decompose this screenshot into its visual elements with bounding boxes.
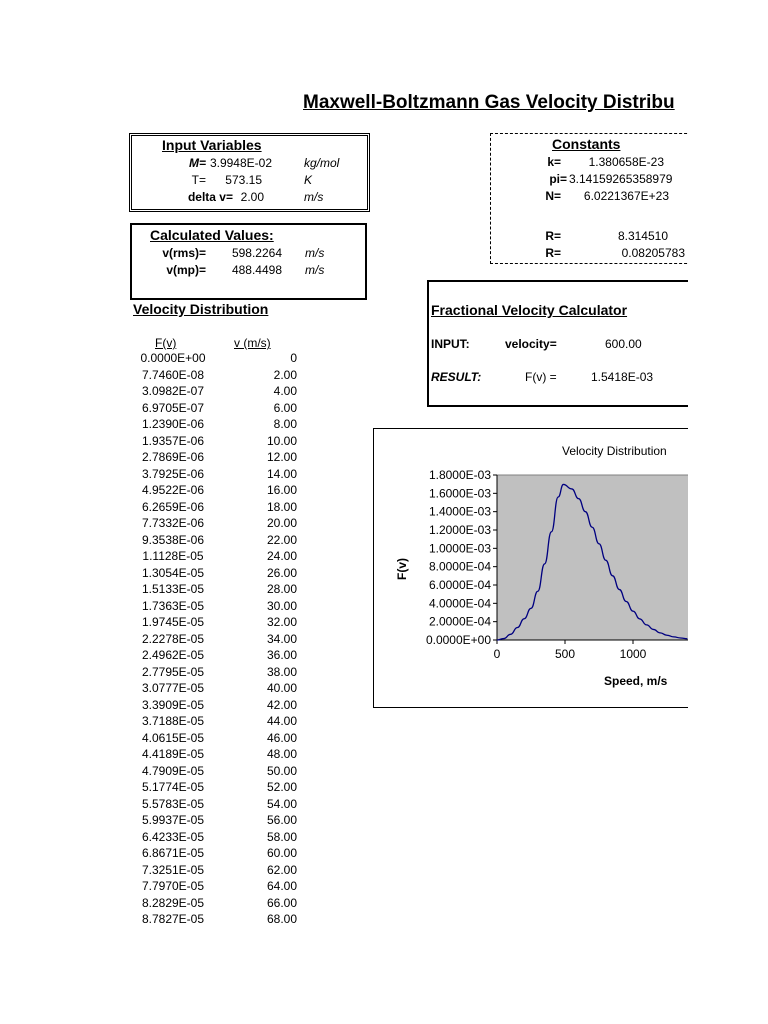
table-row	[130, 434, 305, 450]
calculated-values-box	[130, 223, 367, 300]
calc-vmp-value: 488.4498	[231, 263, 282, 277]
y-tick-label: 1.6000E-03	[428, 486, 491, 501]
table-row	[130, 747, 305, 763]
table-row	[130, 417, 305, 433]
velocity-table	[130, 351, 305, 941]
fv-cell: 1.1128E-05	[142, 549, 204, 563]
chart-svg	[374, 429, 688, 707]
fv-cell: 2.7869E-06	[141, 450, 205, 464]
const-n-value: 6.0221367E+23	[583, 189, 669, 203]
fv-cell: 1.9357E-06	[141, 433, 205, 448]
fv-cell: 6.9705E-07	[141, 400, 205, 415]
v-cell: 68.00	[266, 912, 297, 926]
table-row	[130, 698, 305, 714]
v-cell: 14.00	[266, 466, 297, 481]
y-tick-label: 1.0000E-03	[428, 541, 491, 556]
fv-cell: 6.8671E-05	[141, 846, 205, 860]
v-cell: 42.00	[266, 697, 297, 712]
fv-cell: 7.7460E-08	[141, 367, 205, 382]
v-cell: 8.00	[273, 417, 297, 431]
v-cell: 34.00	[266, 631, 297, 646]
v-cell: 26.00	[266, 565, 297, 580]
table-row	[130, 648, 305, 664]
frac-fv-label: F(v) =	[525, 370, 557, 384]
fv-cell: 2.2278E-05	[141, 631, 205, 646]
fv-cell: 0.0000E+00	[140, 351, 206, 365]
y-axis-label: F(v)	[395, 558, 409, 580]
frac-input-label: INPUT:	[431, 337, 470, 351]
v-cell: 44.00	[266, 714, 297, 728]
table-row	[130, 368, 305, 384]
table-row	[130, 896, 305, 912]
x-tick-label: 0	[493, 647, 501, 661]
fv-cell: 7.3251E-05	[141, 862, 205, 877]
v-cell: 48.00	[266, 747, 297, 761]
velocity-chart	[373, 428, 688, 708]
v-cell: 62.00	[266, 862, 297, 877]
v-cell: 60.00	[266, 846, 297, 860]
table-row	[130, 813, 305, 829]
v-cell: 38.00	[266, 664, 297, 679]
calc-vrms-unit: m/s	[305, 246, 325, 260]
x-axis-label: Speed, m/s	[604, 674, 668, 688]
fv-cell: 5.5783E-05	[141, 796, 205, 811]
table-row	[130, 500, 305, 516]
table-row	[130, 731, 305, 747]
fv-cell: 4.7909E-05	[141, 763, 205, 778]
calc-vmp-label: v(mp)=	[166, 263, 206, 277]
input-m-label: M=	[188, 156, 206, 170]
const-n-label: N=	[545, 189, 561, 203]
const-pi-value: 3.14159265358979	[569, 172, 673, 186]
v-cell: 18.00	[266, 499, 297, 514]
input-deltav-value[interactable]: 2.00	[240, 190, 264, 204]
const-k-value: 1.380658E-23	[588, 155, 664, 169]
table-row	[130, 780, 305, 796]
table-row	[130, 483, 305, 499]
y-tick-label: 1.4000E-03	[428, 504, 491, 519]
frac-result-label: RESULT:	[431, 370, 482, 384]
v-cell: 28.00	[266, 582, 297, 596]
const-k-label: k=	[547, 155, 561, 169]
table-row	[130, 863, 305, 879]
table-row	[130, 912, 305, 928]
input-m-unit: kg/mol	[304, 156, 340, 170]
fv-cell: 2.7795E-05	[141, 664, 205, 679]
calc-vrms-label: v(rms)=	[162, 246, 206, 260]
plot-area	[497, 475, 688, 640]
chart-title: Velocity Distribution	[562, 444, 667, 458]
table-row	[130, 665, 305, 681]
calc-vrms-value: 598.2264	[231, 246, 282, 260]
fv-cell: 1.3054E-05	[141, 565, 205, 580]
fractional-calculator-box	[427, 280, 688, 407]
table-row	[130, 632, 305, 648]
col-fv-header: F(v)	[155, 336, 177, 350]
frac-fv-value: 1.5418E-03	[591, 370, 654, 384]
const-r2-value: 0.08205783	[621, 246, 685, 260]
x-tick-label: 1000	[619, 647, 647, 661]
const-r2-label: R=	[545, 246, 561, 260]
table-row	[130, 549, 305, 565]
fv-cell: 6.2659E-06	[141, 499, 205, 514]
const-r-label: R=	[545, 229, 561, 243]
table-row	[130, 467, 305, 483]
table-row	[130, 830, 305, 846]
table-row	[130, 516, 305, 532]
fv-cell: 3.0777E-05	[141, 681, 205, 695]
input-t-label: T=	[191, 173, 206, 187]
input-t-unit: K	[304, 173, 313, 187]
fv-cell: 6.4233E-05	[141, 829, 205, 844]
y-tick-label: 8.0000E-04	[428, 559, 491, 574]
v-cell: 2.00	[273, 367, 297, 382]
fv-cell: 2.4962E-05	[141, 648, 205, 662]
table-row	[130, 351, 305, 367]
constants-box	[490, 133, 688, 264]
y-tick-label: 2.0000E-04	[428, 614, 491, 629]
fv-cell: 8.7827E-05	[141, 912, 205, 926]
table-row	[130, 450, 305, 466]
table-row	[130, 582, 305, 598]
table-row	[130, 599, 305, 615]
frac-velocity-label: velocity=	[505, 337, 557, 351]
col-v-header: v (m/s)	[234, 336, 271, 350]
v-cell: 12.00	[266, 450, 297, 464]
v-cell: 50.00	[266, 763, 297, 778]
v-cell: 32.00	[266, 615, 297, 629]
y-tick-label: 1.8000E-03	[428, 468, 491, 482]
y-tick-label: 4.0000E-04	[428, 596, 491, 611]
fv-cell: 1.7363E-05	[141, 598, 205, 613]
v-cell: 0	[290, 351, 297, 365]
fv-cell: 4.4189E-05	[141, 747, 205, 761]
fv-cell: 1.2390E-06	[141, 417, 205, 431]
const-pi-label: pi=	[549, 172, 567, 186]
velocity-distribution-header: Velocity Distribution	[133, 301, 269, 317]
const-r-value: 8.314510	[617, 229, 668, 243]
fv-cell: 4.9522E-06	[141, 483, 205, 497]
fv-cell: 3.3909E-05	[141, 697, 205, 712]
fv-cell: 9.3538E-06	[141, 532, 205, 547]
y-tick-label: 6.0000E-04	[428, 578, 491, 592]
fv-cell: 4.0615E-05	[141, 730, 205, 745]
table-row	[130, 384, 305, 400]
input-m-value[interactable]: 3.9948E-02	[209, 156, 272, 170]
v-cell: 40.00	[266, 681, 297, 695]
table-row	[130, 681, 305, 697]
y-tick-label: 0.0000E+00	[425, 633, 491, 647]
v-cell: 54.00	[266, 796, 297, 811]
fv-cell: 7.7332E-06	[141, 516, 205, 530]
fv-cell: 7.7970E-05	[141, 879, 205, 893]
v-cell: 56.00	[266, 813, 297, 827]
v-cell: 66.00	[266, 895, 297, 910]
fv-cell: 3.0982E-07	[141, 384, 205, 398]
input-variables-box	[129, 133, 370, 212]
table-row	[130, 401, 305, 417]
v-cell: 24.00	[266, 549, 297, 563]
v-cell: 10.00	[266, 433, 297, 448]
fractional-calculator-header: Fractional Velocity Calculator	[431, 302, 628, 318]
table-row	[130, 879, 305, 895]
table-row	[130, 797, 305, 813]
v-cell: 20.00	[266, 516, 297, 530]
v-cell: 46.00	[266, 730, 297, 745]
fv-cell: 1.9745E-05	[141, 615, 205, 629]
calc-vmp-unit: m/s	[305, 263, 325, 277]
input-variables-header: Input Variables	[162, 137, 262, 153]
v-cell: 52.00	[266, 780, 297, 794]
x-tick-label: 500	[554, 647, 576, 661]
table-row	[130, 533, 305, 549]
v-cell: 64.00	[266, 879, 297, 893]
table-row	[130, 714, 305, 730]
frac-velocity-value[interactable]: 600.00	[605, 337, 642, 351]
page-title: Maxwell-Boltzmann Gas Velocity Distribu	[303, 92, 675, 113]
fv-cell: 5.1774E-05	[141, 780, 205, 794]
table-row	[130, 764, 305, 780]
v-cell: 16.00	[266, 483, 297, 497]
fv-cell: 1.5133E-05	[141, 582, 205, 596]
v-cell: 36.00	[266, 648, 297, 662]
v-cell: 4.00	[273, 384, 297, 398]
v-cell: 6.00	[273, 400, 297, 415]
constants-header: Constants	[552, 136, 621, 152]
input-deltav-unit: m/s	[304, 190, 324, 204]
input-deltav-label: delta v=	[187, 190, 233, 204]
v-cell: 30.00	[266, 598, 297, 613]
fv-cell: 5.9937E-05	[141, 813, 205, 827]
v-cell: 58.00	[266, 829, 297, 844]
table-row	[130, 615, 305, 631]
calculated-values-header: Calculated Values:	[150, 227, 274, 243]
table-row	[130, 566, 305, 582]
fv-cell: 8.2829E-05	[141, 895, 205, 910]
v-cell: 22.00	[266, 532, 297, 547]
table-row	[130, 846, 305, 862]
fv-cell: 3.7188E-05	[141, 714, 205, 728]
input-t-value[interactable]: 573.15	[225, 173, 262, 187]
y-tick-label: 1.2000E-03	[428, 523, 491, 537]
fv-cell: 3.7925E-06	[141, 466, 205, 481]
